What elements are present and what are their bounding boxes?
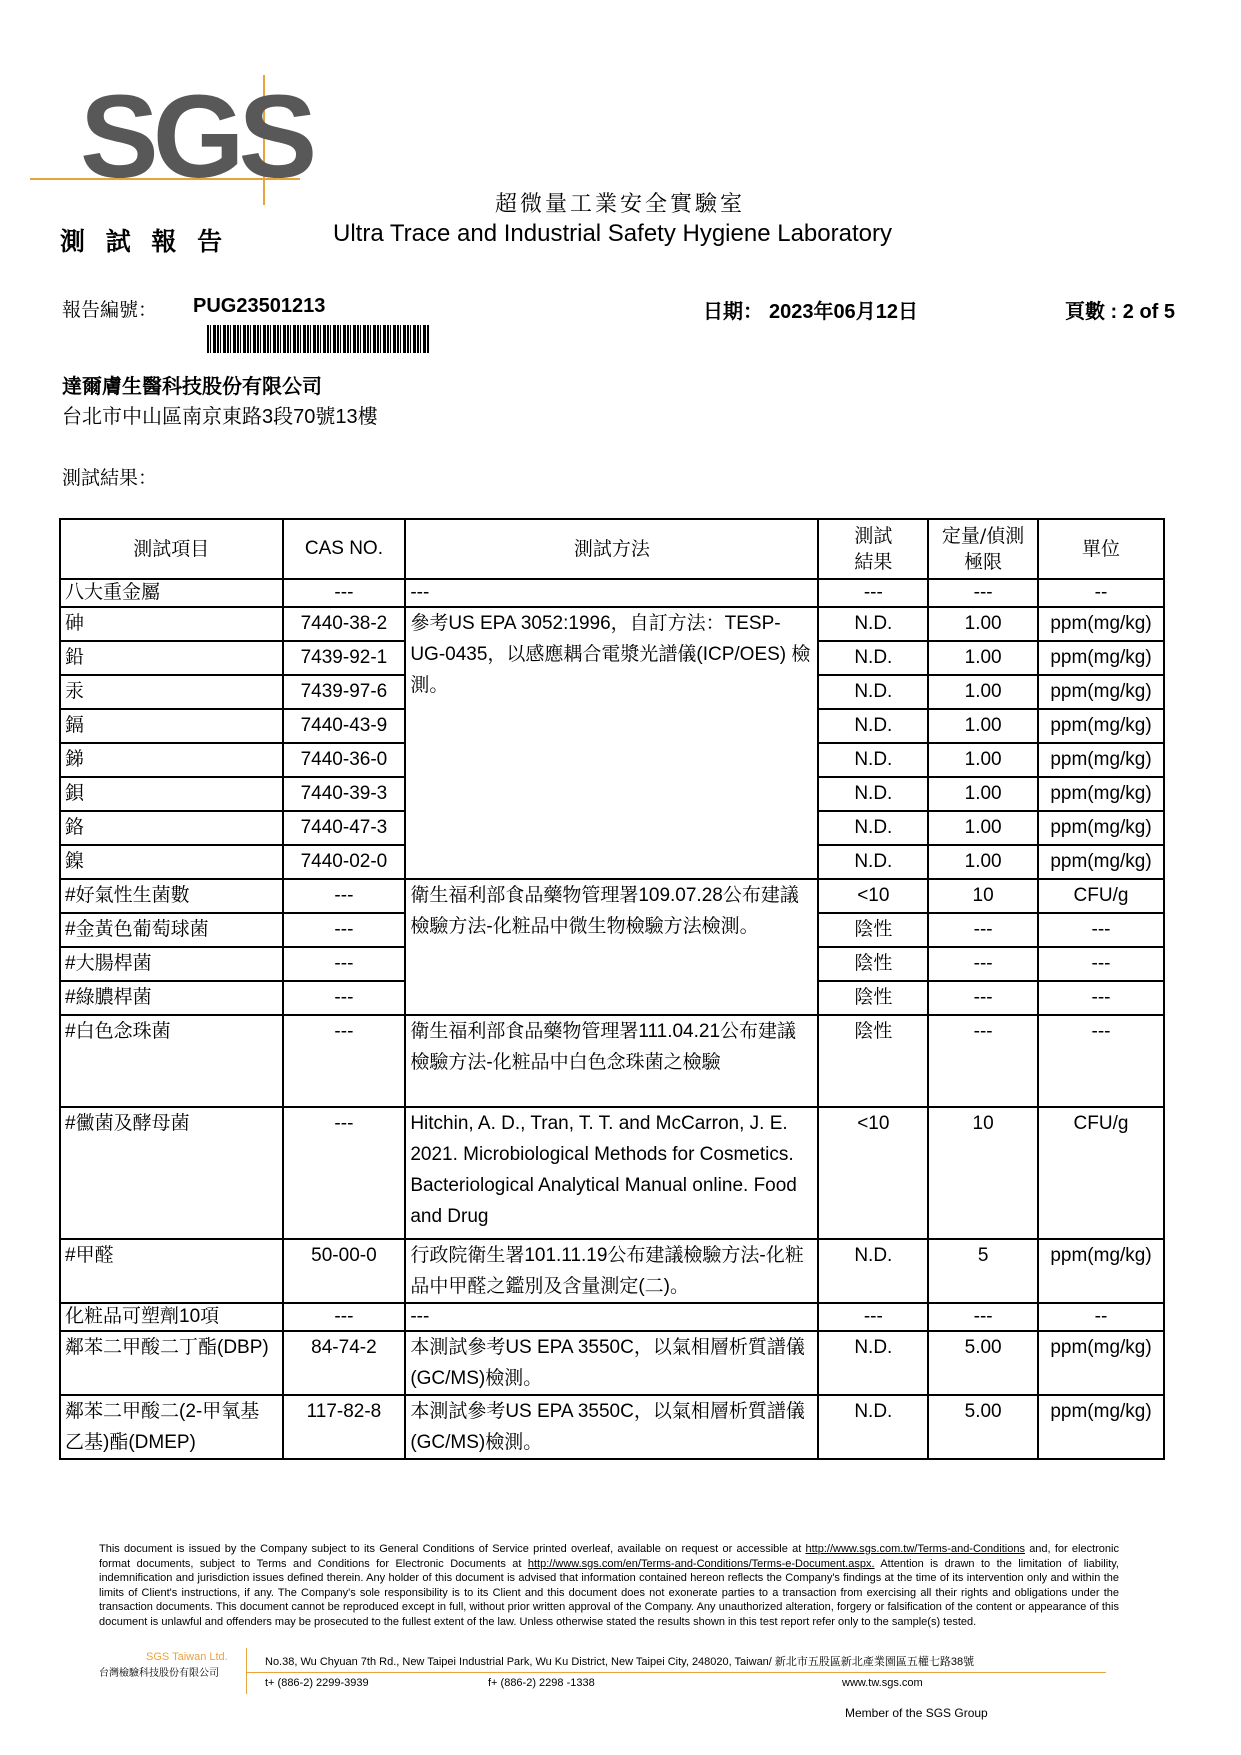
cell-method: 衛生福利部食品藥物管理署111.04.21公布建議檢驗方法-化粧品中白色念珠菌之檢驗 <box>405 1015 818 1107</box>
client-address: 台北市中山區南京東路3段70號13樓 <box>62 406 378 428</box>
cell-unit: --- <box>1038 913 1164 947</box>
cell-method: 行政院衛生署101.11.19公布建議檢驗方法-化粧品中甲醛之鑑別及含量測定(二)。 <box>405 1239 818 1303</box>
table-row <box>60 1303 1164 1331</box>
cell-item: #好氣性生菌數 <box>60 879 283 913</box>
cell-limit: 1.00 <box>928 675 1038 709</box>
cell-cas: --- <box>283 913 406 947</box>
lab-name-en: Ultra Trace and Industrial Safety Hygiene Laboratory <box>333 220 892 247</box>
cell-result: N.D. <box>818 743 928 777</box>
cell-method: Hitchin, A. D., Tran, T. T. and McCarron, J. E. 2021. Microbiological Methods for Cosmetics. Bacteriological Analytical Manual online. Food and Drug <box>405 1107 818 1239</box>
cell-unit: --- <box>1038 1015 1164 1107</box>
cell-unit: --- <box>1038 981 1164 1015</box>
report-number: PUG23501213 <box>193 295 326 317</box>
cell-cas: --- <box>283 947 406 981</box>
cell-cas: --- <box>283 579 406 607</box>
cell-limit: 1.00 <box>928 811 1038 845</box>
lab-name-zh: 超微量工業安全實驗室 <box>495 192 746 217</box>
cell-result: N.D. <box>818 1331 928 1395</box>
company-website[interactable]: www.tw.sgs.com <box>842 1677 923 1689</box>
client-name: 達爾膚生醫科技股份有限公司 <box>62 376 322 398</box>
cell-unit: ppm(mg/kg) <box>1038 1395 1164 1459</box>
cell-method: 衛生福利部食品藥物管理署109.07.28公布建議檢驗方法-化粧品中微生物檢驗方法檢測。 <box>405 879 818 1015</box>
header-method: 測試方法 <box>405 519 818 579</box>
table-row <box>60 607 1164 641</box>
page-count <box>1065 295 1175 324</box>
page-number: 2 of 5 <box>1122 301 1176 323</box>
cell-item: 鎳 <box>60 845 283 879</box>
cell-method: 本測試參考US EPA 3550C，以氣相層析質譜儀(GC/MS)檢測。 <box>405 1331 818 1395</box>
cell-result: N.D. <box>818 845 928 879</box>
cell-limit: --- <box>928 947 1038 981</box>
cell-cas: 84-74-2 <box>283 1331 406 1395</box>
cell-unit: ppm(mg/kg) <box>1038 641 1164 675</box>
cell-unit: ppm(mg/kg) <box>1038 1331 1164 1395</box>
cell-limit: 1.00 <box>928 743 1038 777</box>
cell-method: 參考US EPA 3052:1996，自訂方法：TESP-UG-0435，以感應耦合電漿光譜儀(ICP/OES) 檢測。 <box>405 607 818 879</box>
cell-item: #甲醛 <box>60 1239 283 1303</box>
header-result: 測試 結果 <box>818 519 928 579</box>
cell-unit: ppm(mg/kg) <box>1038 743 1164 777</box>
cell-item: 化粧品可塑劑10項 <box>60 1303 283 1331</box>
disclaimer-part1: This document is issued by the Company subject to its General Conditions of Service printed overleaf, available on request or accessible at <box>99 1543 806 1555</box>
results-table <box>59 518 1165 1460</box>
cell-unit: ppm(mg/kg) <box>1038 709 1164 743</box>
cell-cas: 7440-38-2 <box>283 607 406 641</box>
report-date: 2023年06月12日 <box>769 301 918 323</box>
cell-cas: 117-82-8 <box>283 1395 406 1459</box>
cell-item: 鋇 <box>60 777 283 811</box>
cell-cas: 7440-36-0 <box>283 743 406 777</box>
cell-result: <10 <box>818 879 928 913</box>
cell-unit: ppm(mg/kg) <box>1038 675 1164 709</box>
cell-method: 本測試參考US EPA 3550C，以氣相層析質譜儀(GC/MS)檢測。 <box>405 1395 818 1459</box>
page-label: 頁數 : <box>1065 301 1123 323</box>
cell-unit: ppm(mg/kg) <box>1038 777 1164 811</box>
cell-item: 鎘 <box>60 709 283 743</box>
cell-limit: 1.00 <box>928 777 1038 811</box>
company-name-en: SGS Taiwan Ltd. <box>146 1651 228 1663</box>
cell-result: <10 <box>818 1107 928 1239</box>
cell-item: #黴菌及酵母菌 <box>60 1107 283 1239</box>
cell-result: N.D. <box>818 709 928 743</box>
results-label: 測試結果： <box>62 467 158 489</box>
cell-item: 鄰苯二甲酸二丁酯(DBP) <box>60 1331 283 1395</box>
table-row <box>60 879 1164 913</box>
cell-result: N.D. <box>818 811 928 845</box>
header-limit: 定量/偵測 極限 <box>928 519 1038 579</box>
cell-method: --- <box>405 1303 818 1331</box>
disclaimer-part3: Attention is drawn to the limitation of liability, indemnification and jurisdiction issues defined therein. Any holder of this document is advised that information contained hereon reflects the Company's findings at the time of its intervention only and within the limits of Client's instructions, if any. The Company's sole responsibility is to its Client and this document does not exonerate parties to a transaction from exercising all their rights and obligations under the transaction documents. This document cannot be reproduced except in full, without prior written approval of the Company. Any unauthorized alteration, forgery or falsification of the content or appearance of this document is unlawful and offenders may be prosecuted to the fullest extent of the law. Unless otherwise stated the results shown in this test report refer only to the sample(s) tested. <box>99 1557 1119 1628</box>
cell-unit: ppm(mg/kg) <box>1038 845 1164 879</box>
cell-item: 鉛 <box>60 641 283 675</box>
table-row <box>60 579 1164 607</box>
cell-result: 陰性 <box>818 981 928 1015</box>
cell-cas: 7439-92-1 <box>283 641 406 675</box>
cell-limit: --- <box>928 1303 1038 1331</box>
table-row <box>60 1015 1164 1107</box>
logo-text: SGS <box>80 71 312 203</box>
cell-item: 鄰苯二甲酸二(2-甲氧基乙基)酯(DMEP) <box>60 1395 283 1459</box>
sgs-logo <box>30 70 312 203</box>
header-cas: CAS NO. <box>283 519 406 579</box>
table-row <box>60 1395 1164 1459</box>
cell-unit: -- <box>1038 579 1164 607</box>
terms-link[interactable]: http://www.sgs.com.tw/Terms-and-Conditions <box>805 1543 1025 1555</box>
barcode <box>207 325 429 353</box>
cell-cas: --- <box>283 981 406 1015</box>
cell-limit: --- <box>928 579 1038 607</box>
report-title: 測 試 報 告 <box>60 227 229 256</box>
cell-unit: ppm(mg/kg) <box>1038 607 1164 641</box>
cell-limit: 5.00 <box>928 1395 1038 1459</box>
cell-item: #綠膿桿菌 <box>60 981 283 1015</box>
cell-limit: --- <box>928 1015 1038 1107</box>
cell-unit: ppm(mg/kg) <box>1038 811 1164 845</box>
cell-cas: 7440-47-3 <box>283 811 406 845</box>
footer-rule <box>246 1672 1106 1673</box>
cell-limit: --- <box>928 913 1038 947</box>
company-address: No.38, Wu Chyuan 7th Rd., New Taipei Industrial Park, Wu Ku District, New Taipei City, 248020, Taiwan/ 新北市五股區新北產業園區五權七路38號 <box>265 1656 975 1668</box>
cell-result: N.D. <box>818 777 928 811</box>
cell-cas: --- <box>283 1015 406 1107</box>
cell-unit: ppm(mg/kg) <box>1038 1239 1164 1303</box>
cell-limit: 1.00 <box>928 709 1038 743</box>
table-row <box>60 1239 1164 1303</box>
cell-unit: CFU/g <box>1038 879 1164 913</box>
cell-cas: 50-00-0 <box>283 1239 406 1303</box>
cell-limit: 1.00 <box>928 845 1038 879</box>
cell-item: #大腸桿菌 <box>60 947 283 981</box>
cell-result: 陰性 <box>818 947 928 981</box>
cell-cas: 7440-43-9 <box>283 709 406 743</box>
cell-cas: 7440-39-3 <box>283 777 406 811</box>
cell-limit: 5.00 <box>928 1331 1038 1395</box>
cell-item: #金黃色葡萄球菌 <box>60 913 283 947</box>
cell-cas: --- <box>283 879 406 913</box>
cell-limit: 10 <box>928 879 1038 913</box>
disclaimer <box>99 1542 1119 1629</box>
cell-item: #白色念珠菌 <box>60 1015 283 1107</box>
cell-item: 鉻 <box>60 811 283 845</box>
cell-limit: 1.00 <box>928 607 1038 641</box>
member-of-group: Member of the SGS Group <box>845 1706 988 1720</box>
cell-result: N.D. <box>818 607 928 641</box>
cell-limit: 1.00 <box>928 641 1038 675</box>
report-number-label: 報告編號： <box>62 299 158 321</box>
cell-limit: --- <box>928 981 1038 1015</box>
cell-item: 汞 <box>60 675 283 709</box>
cell-item: 八大重金屬 <box>60 579 283 607</box>
cell-unit: -- <box>1038 1303 1164 1331</box>
table-row <box>60 1331 1164 1395</box>
table-row <box>60 1107 1164 1239</box>
date-label: 日期： <box>703 301 763 323</box>
company-fax: f+ (886-2) 2298 -1338 <box>488 1677 595 1689</box>
cell-method: --- <box>405 579 818 607</box>
cell-result: 陰性 <box>818 1015 928 1107</box>
cell-result: N.D. <box>818 641 928 675</box>
cell-limit: 10 <box>928 1107 1038 1239</box>
cell-unit: --- <box>1038 947 1164 981</box>
disclaimer-part2: and, for electronic format documents, subject to Terms and Conditions for Electronic Documents at <box>99 1543 1119 1570</box>
footer-divider <box>246 1648 247 1694</box>
company-phone: t+ (886-2) 2299-3939 <box>265 1677 369 1689</box>
header-item: 測試項目 <box>60 519 283 579</box>
cell-result: --- <box>818 579 928 607</box>
cell-result: N.D. <box>818 1239 928 1303</box>
e-document-terms-link[interactable]: http://www.sgs.com/en/Terms-and-Conditions/Terms-e-Document.aspx. <box>527 1557 875 1570</box>
cell-cas: 7439-97-6 <box>283 675 406 709</box>
cell-item: 銻 <box>60 743 283 777</box>
cell-item: 砷 <box>60 607 283 641</box>
cell-result: N.D. <box>818 1395 928 1459</box>
company-name-zh: 台灣檢驗科技股份有限公司 <box>99 1668 219 1679</box>
cell-cas: --- <box>283 1303 406 1331</box>
cell-limit: 5 <box>928 1239 1038 1303</box>
cell-cas: 7440-02-0 <box>283 845 406 879</box>
cell-cas: --- <box>283 1107 406 1239</box>
header-unit: 單位 <box>1038 519 1164 579</box>
cell-result: --- <box>818 1303 928 1331</box>
cell-result: 陰性 <box>818 913 928 947</box>
table-header-row <box>60 519 1164 579</box>
cell-unit: CFU/g <box>1038 1107 1164 1239</box>
cell-result: N.D. <box>818 675 928 709</box>
